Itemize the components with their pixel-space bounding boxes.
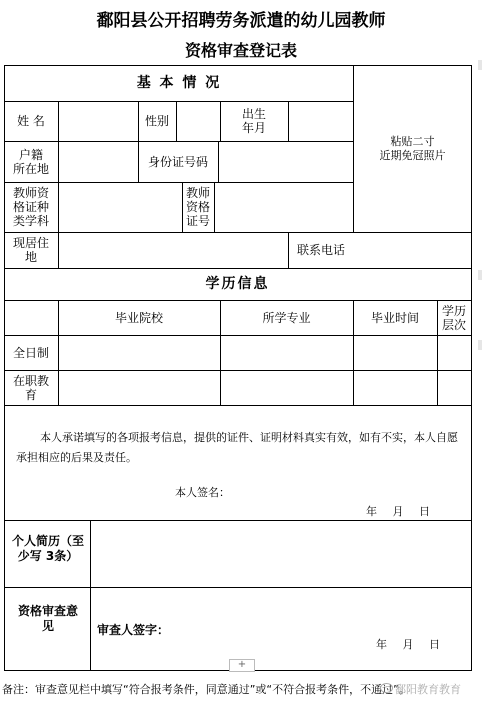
full-time-level-field[interactable] <box>438 336 471 370</box>
expand-button[interactable]: + <box>229 659 255 672</box>
full-time-label: 全日制 <box>12 345 49 360</box>
in-service-school-field[interactable] <box>59 371 220 405</box>
name-field[interactable] <box>59 102 138 141</box>
signature-label: 本人签名： <box>175 486 230 499</box>
pledge-date: 年 月 日 <box>366 505 430 518</box>
in-service-grad-field[interactable] <box>354 371 437 405</box>
gender-label: 性别 <box>144 114 169 128</box>
pledge-text: 本人承诺填写的各项报考信息，提供的证件、证明材料真实有效，如有不实，本人自愿承担相应的后果及责任。 <box>16 431 458 464</box>
phone-field[interactable] <box>354 233 471 268</box>
full-time-school-field[interactable] <box>59 336 220 370</box>
resume-label: 个人简历（至 少写 3条） <box>11 534 84 563</box>
graduated-school-header: 毕业院校 <box>114 310 163 325</box>
section-basic-info: 基 本 情 况 <box>136 75 222 91</box>
resume-field[interactable] <box>91 521 471 587</box>
footnote: 备注：审查意见栏中填写“符合报考条件，同意通过”或“不符合报考条件，不通过”。 <box>2 683 410 696</box>
in-service-label: 在职教 育 <box>12 373 49 402</box>
address-label: 现居住 地 <box>12 236 49 264</box>
in-service-major-field[interactable] <box>221 371 353 405</box>
teacher-cert-number-label: 教师 资格 证号 <box>185 186 210 228</box>
review-opinion-label: 资格审查意 见 <box>17 604 78 633</box>
name-label: 姓 名 <box>17 114 45 128</box>
teacher-cert-type-field[interactable] <box>59 183 182 232</box>
wechat-icon <box>380 683 393 693</box>
id-number-field[interactable] <box>219 142 353 182</box>
photo-area[interactable]: 粘贴二寸 近期免冠照片 <box>379 134 446 162</box>
page-subtitle: 资格审查登记表 <box>184 41 297 60</box>
full-time-major-field[interactable] <box>221 336 353 370</box>
page-title: 鄱阳县公开招聘劳务派遣的幼儿园教师 <box>96 11 386 31</box>
hukou-label: 户籍 所在地 <box>12 147 49 176</box>
id-number-label: 身份证号码 <box>147 154 208 169</box>
section-education-info: 学历信息 <box>205 276 270 292</box>
gender-field[interactable] <box>177 102 220 141</box>
watermark: 鄱阳教育教育 <box>380 681 461 697</box>
address-field[interactable] <box>59 233 288 268</box>
major-header: 所学专业 <box>262 310 311 325</box>
graduation-time-header: 毕业时间 <box>370 310 419 325</box>
teacher-cert-number-field[interactable] <box>215 183 353 232</box>
reviewer-signature-label: 审查人签字： <box>97 623 170 637</box>
hukou-field[interactable] <box>59 142 138 182</box>
birth-label: 出生 年月 <box>241 107 266 135</box>
teacher-cert-type-label: 教师资 格证种 类学科 <box>12 186 49 228</box>
birth-field[interactable] <box>289 102 353 141</box>
phone-label: 联系电话 <box>296 243 345 257</box>
full-time-grad-field[interactable] <box>354 336 437 370</box>
in-service-level-field[interactable] <box>438 371 471 405</box>
review-date: 年 月 日 <box>376 638 440 651</box>
education-level-header: 学历 层次 <box>441 303 466 332</box>
